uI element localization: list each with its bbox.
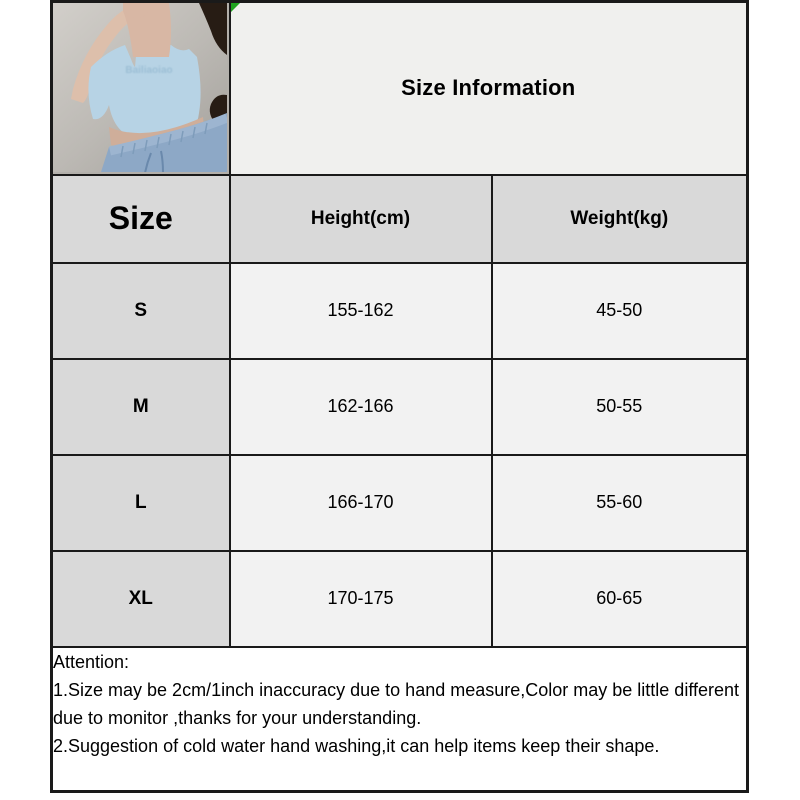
attention-heading: Attention: — [53, 651, 130, 672]
attention-item-1: 1.Size may be 2cm/1inch inaccuracy due to hand measure,Color may be little different due to monitor ,thanks for your understanding. — [53, 679, 740, 728]
table-row-m — [52, 359, 748, 455]
size-label: M — [52, 359, 230, 455]
table-row-s — [52, 263, 748, 359]
size-label: S — [52, 263, 230, 359]
page-title: Size Information — [401, 75, 576, 101]
weight-value: 45-50 — [492, 263, 748, 359]
height-value: 170-175 — [230, 551, 492, 647]
weight-value: 55-60 — [492, 455, 748, 551]
shirt-embossed-text: Bailiaoiao — [125, 65, 173, 76]
title-cell — [230, 2, 748, 175]
attention-item-2: 2.Suggestion of cold water hand washing,it can help items keep their shape. — [53, 735, 660, 756]
weight-value: 60-65 — [492, 551, 748, 647]
height-value: 162-166 — [230, 359, 492, 455]
attention-row — [52, 647, 748, 792]
size-information-table — [50, 0, 749, 793]
weight-value: 50-55 — [492, 359, 748, 455]
product-photo-cell — [52, 2, 230, 175]
product-photo — [53, 3, 227, 172]
cell-corner-marker — [231, 3, 240, 12]
table-row-xl — [52, 551, 748, 647]
size-label: XL — [52, 551, 230, 647]
col-header-height: Height(cm) — [230, 175, 492, 263]
height-value: 155-162 — [230, 263, 492, 359]
height-value: 166-170 — [230, 455, 492, 551]
size-label: L — [52, 455, 230, 551]
col-header-size: Size — [52, 175, 230, 263]
attention-cell — [52, 647, 748, 792]
table-header-row — [52, 175, 748, 263]
table-row-l — [52, 455, 748, 551]
top-row — [52, 2, 748, 175]
col-header-weight: Weight(kg) — [492, 175, 748, 263]
